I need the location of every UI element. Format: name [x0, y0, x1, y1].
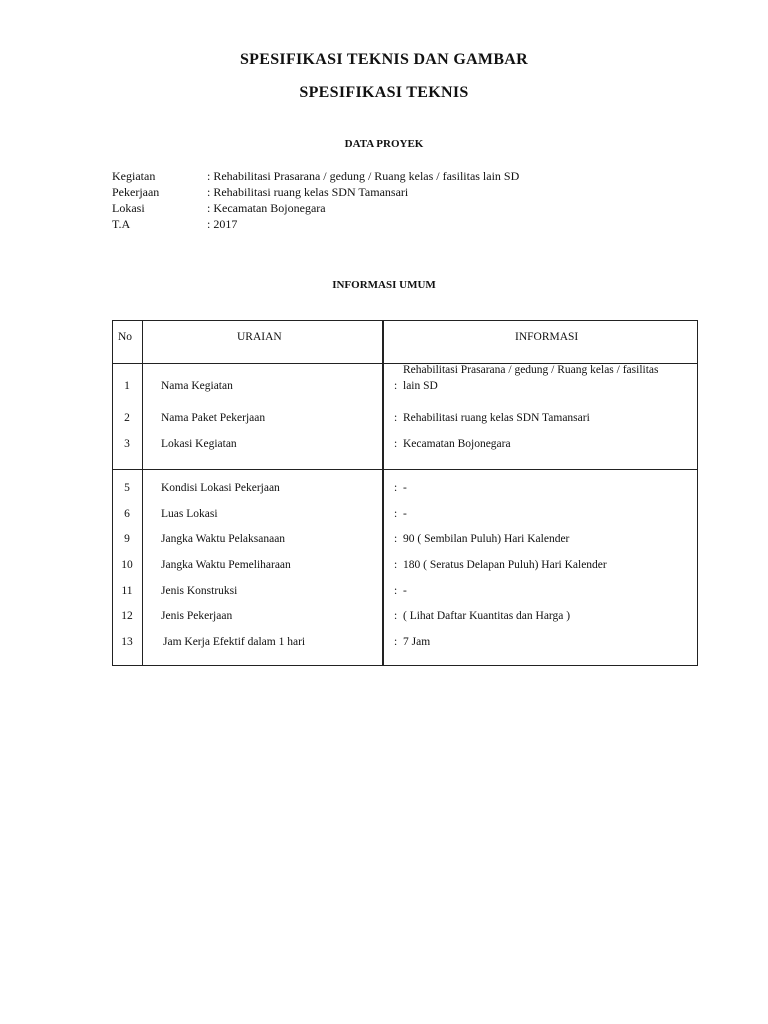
table-group-divider [113, 469, 697, 470]
row-uraian: Nama Kegiatan [161, 380, 233, 392]
row-colon: : [394, 380, 398, 392]
row-no: 2 [124, 412, 130, 424]
informasi-umum-table [112, 320, 698, 666]
row-colon: : [394, 636, 398, 648]
row-info-line1: Rehabilitasi Prasarana / gedung / Ruang kelas / fasilitas [403, 364, 659, 376]
row-colon: : [394, 610, 398, 622]
proyek-label-kegiatan: Kegiatan [112, 169, 156, 183]
document-subtitle: SPESIFIKASI TEKNIS [299, 84, 469, 101]
row-no: 9 [124, 533, 130, 545]
row-no: 13 [121, 636, 133, 648]
row-info: - [403, 482, 407, 494]
row-info: 180 ( Seratus Delapan Puluh) Hari Kalender [403, 559, 607, 571]
row-info: Rehabilitasi ruang kelas SDN Tamansari [403, 412, 590, 424]
table-col-divider-no [142, 321, 143, 665]
row-uraian: Jenis Pekerjaan [161, 610, 233, 622]
row-no: 5 [124, 482, 130, 494]
row-no: 3 [124, 438, 130, 450]
proyek-value-kegiatan: : Rehabilitasi Prasarana / gedung / Ruang kelas / fasilitas lain SD [207, 169, 520, 183]
row-colon: : [394, 412, 398, 424]
proyek-label-lokasi: Lokasi [112, 201, 145, 215]
row-colon: : [394, 559, 398, 571]
data-proyek-heading: DATA PROYEK [344, 138, 424, 150]
row-no: 11 [121, 585, 133, 597]
informasi-umum-heading: INFORMASI UMUM [332, 279, 436, 291]
row-colon: : [394, 508, 398, 520]
row-uraian: Jangka Waktu Pelaksanaan [161, 533, 286, 545]
row-uraian: Jangka Waktu Pemeliharaan [161, 559, 291, 571]
proyek-value-pekerjaan: : Rehabilitasi ruang kelas SDN Tamansari [207, 185, 409, 199]
row-info: Kecamatan Bojonegara [403, 438, 511, 450]
row-uraian: Lokasi Kegiatan [161, 438, 237, 450]
table-col-divider-uraian [382, 321, 384, 665]
row-uraian: Jenis Konstruksi [161, 585, 238, 597]
column-header-informasi: INFORMASI [515, 331, 579, 343]
row-info-line2: lain SD [403, 380, 438, 392]
row-info: - [403, 585, 407, 597]
row-no: 10 [121, 559, 133, 571]
row-info: ( Lihat Daftar Kuantitas dan Harga ) [403, 610, 571, 622]
row-colon: : [394, 438, 398, 450]
row-colon: : [394, 482, 398, 494]
row-uraian: Nama Paket Pekerjaan [161, 412, 266, 424]
column-header-no: No [118, 331, 133, 343]
proyek-label-ta: T.A [112, 217, 131, 231]
row-info: - [403, 508, 407, 520]
row-uraian: Luas Lokasi [161, 508, 218, 520]
row-no: 6 [124, 508, 130, 520]
proyek-value-ta: : 2017 [207, 217, 238, 231]
column-header-uraian: URAIAN [237, 331, 282, 343]
row-no: 1 [124, 380, 130, 392]
proyek-value-lokasi: : Kecamatan Bojonegara [207, 201, 326, 215]
row-info: 90 ( Sembilan Puluh) Hari Kalender [403, 533, 570, 545]
row-colon: : [394, 533, 398, 545]
row-info: 7 Jam [403, 636, 431, 648]
row-uraian: Jam Kerja Efektif dalam 1 hari [163, 636, 306, 648]
document-title: SPESIFIKASI TEKNIS DAN GAMBAR [239, 51, 529, 68]
proyek-label-pekerjaan: Pekerjaan [112, 185, 160, 199]
row-colon: : [394, 585, 398, 597]
row-no: 12 [121, 610, 133, 622]
row-uraian: Kondisi Lokasi Pekerjaan [161, 482, 280, 494]
